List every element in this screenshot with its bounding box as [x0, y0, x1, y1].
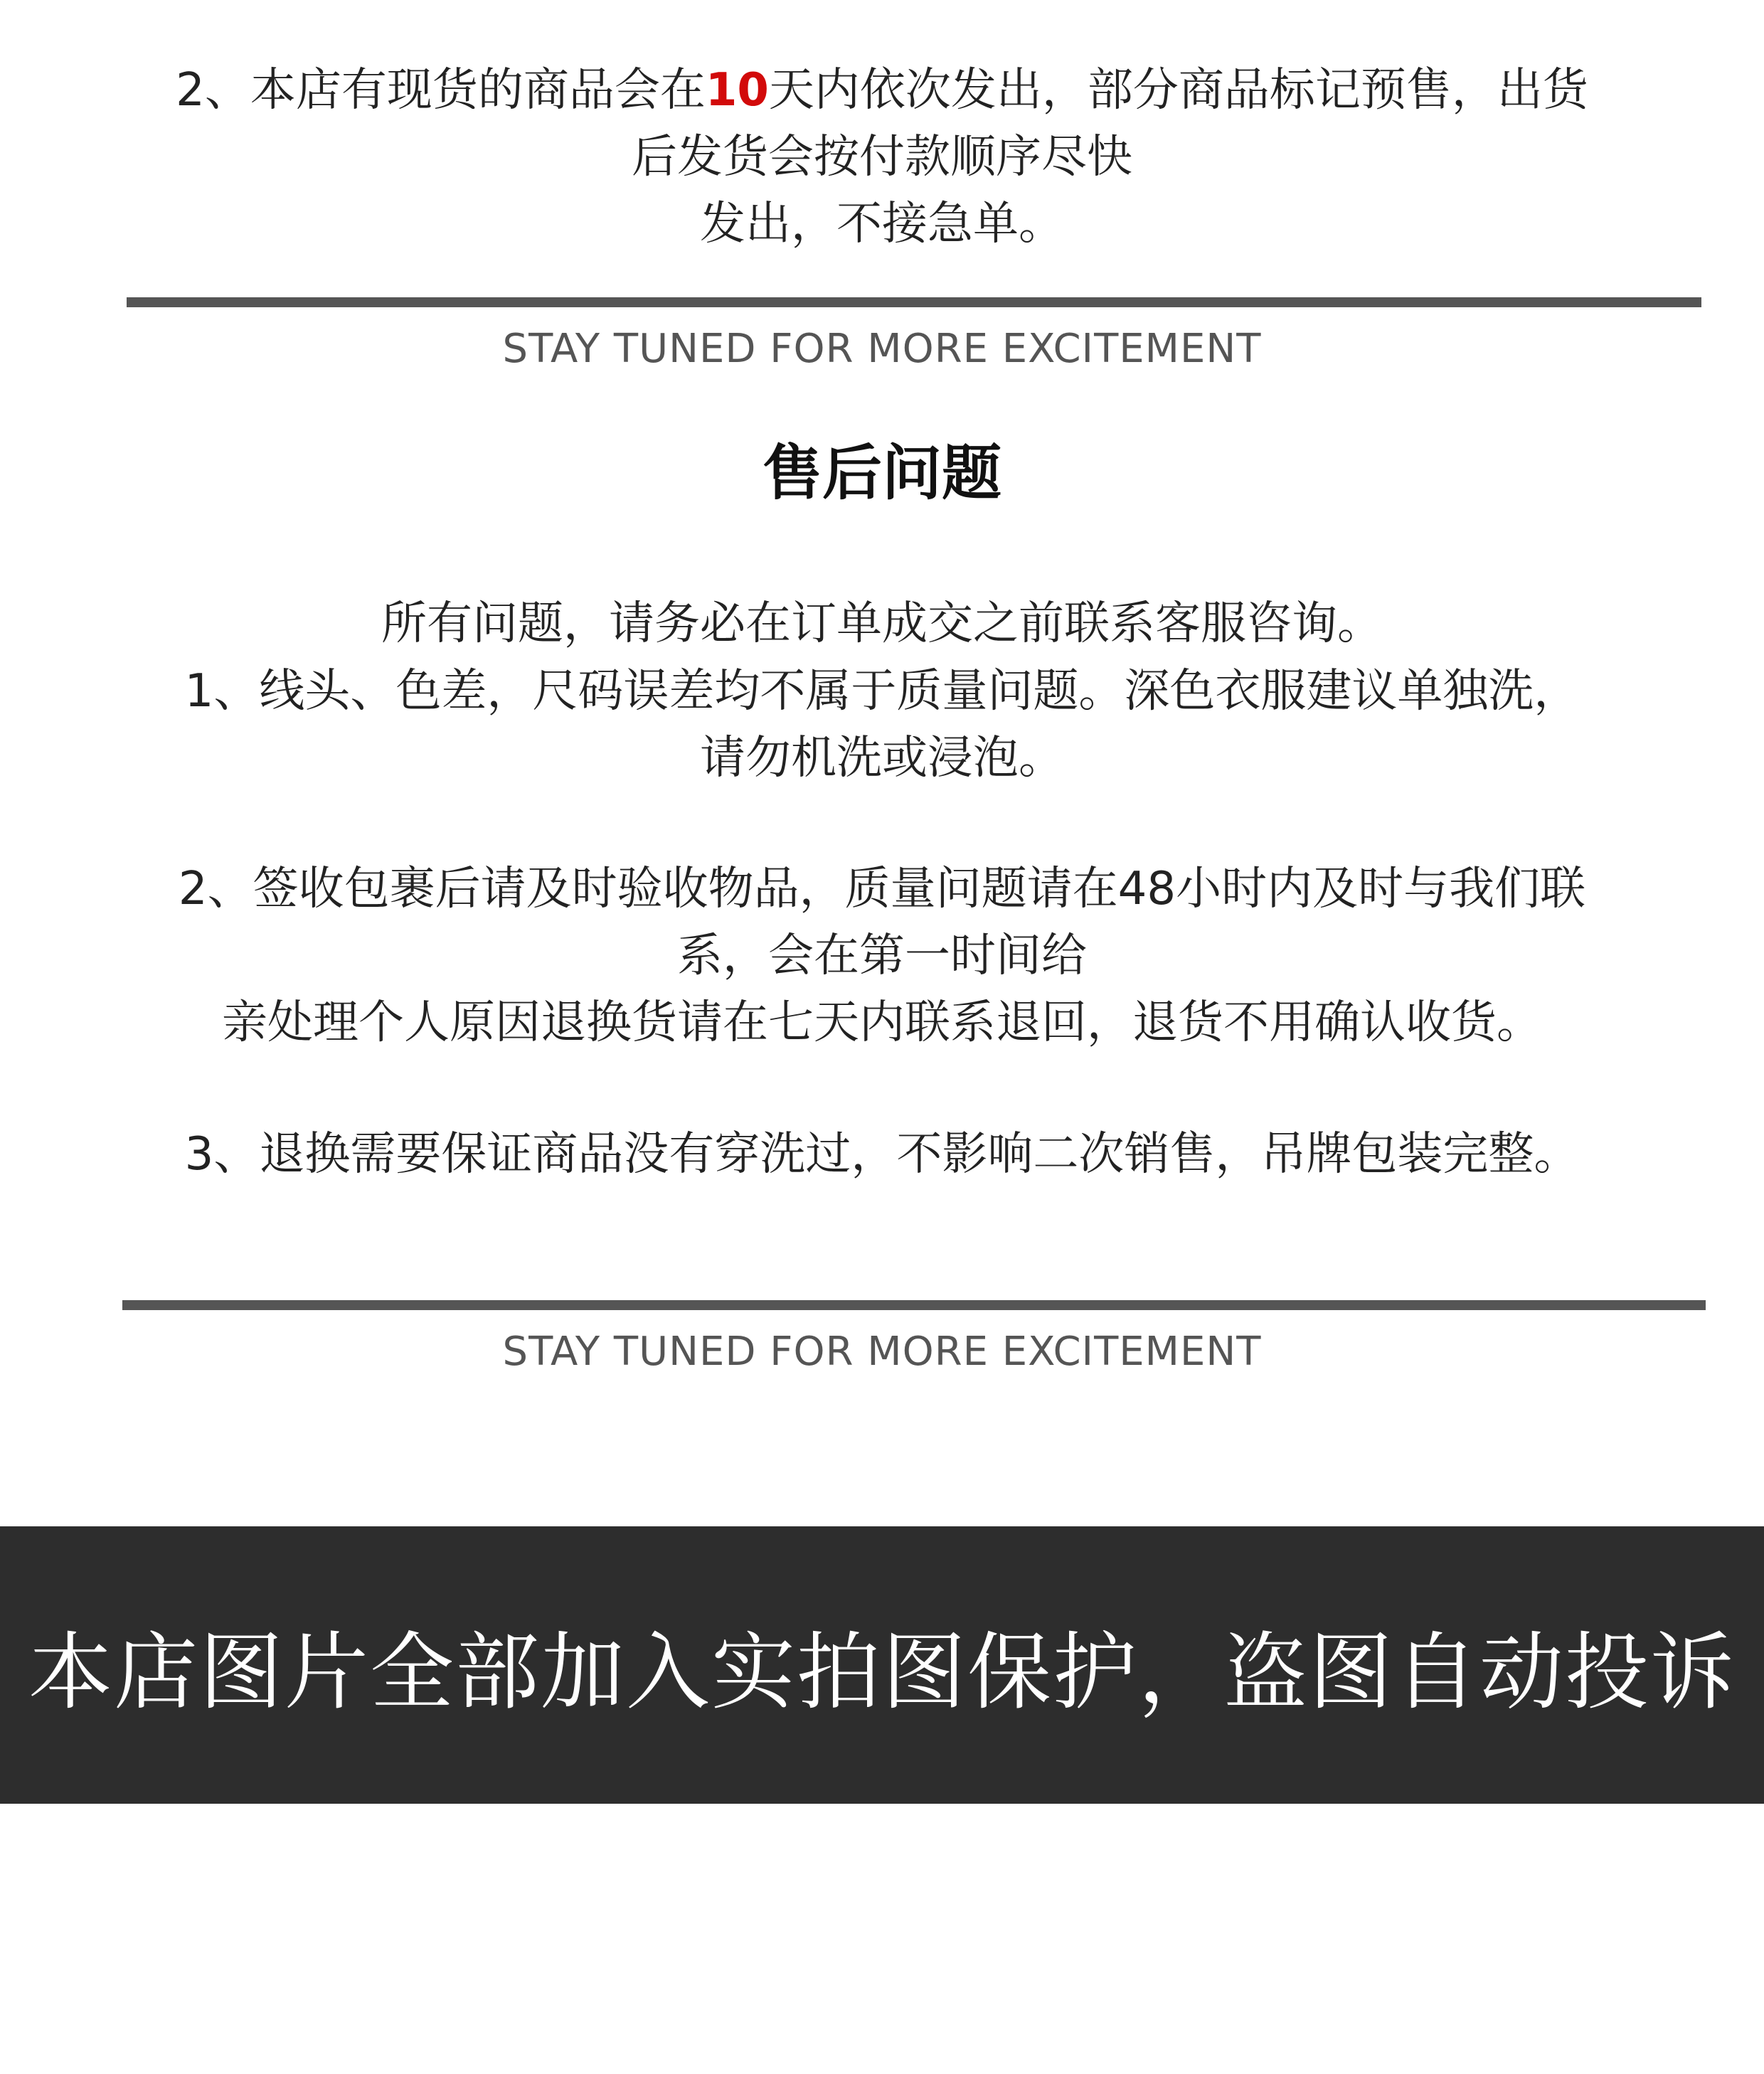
- divider-rule: [127, 297, 1701, 307]
- after-sales-item-1: 1、线头、色差，尺码误差均不属于质量问题。深色衣服建议单独洗， 请勿机洗或浸泡。: [184, 665, 1580, 785]
- shipping-line-3: 发出，不接急单。: [700, 198, 1064, 250]
- divider-caption: STAY TUNED FOR MORE EXCITEMENT: [502, 326, 1262, 372]
- shipping-notice: [0, 57, 1764, 257]
- divider-rule: [122, 1300, 1706, 1310]
- copyright-banner: [0, 1526, 1764, 1804]
- shipping-line-2: 后发货会按付款顺序尽快: [632, 131, 1132, 184]
- shipping-days-highlight: 10: [705, 64, 769, 117]
- shipping-line-1: 2、本店有现货的商品会在10天内依次发出，部分商品标记预售，出货: [176, 64, 1588, 117]
- after-sales-item-2: 2、签收包裹后请及时验收物品，质量问题请在48小时内及时与我们联 系，会在第一时间给 亲处理个人原因退换货请在七天内联系退回，退货不用确认收货。: [178, 863, 1586, 1049]
- after-sales-item-3: 3、退换需要保证商品没有穿洗过，不影响二次销售，吊牌包装完整。: [184, 1128, 1580, 1181]
- banner-text: 本店图片全部加入实拍图保护，盗图自动投诉: [28, 1623, 1736, 1721]
- after-sales-intro: 所有问题，请务必在订单成交之前联系客服咨询。: [381, 597, 1383, 650]
- section-heading: 售后问题: [762, 438, 1001, 508]
- divider-caption: STAY TUNED FOR MORE EXCITEMENT: [502, 1329, 1262, 1375]
